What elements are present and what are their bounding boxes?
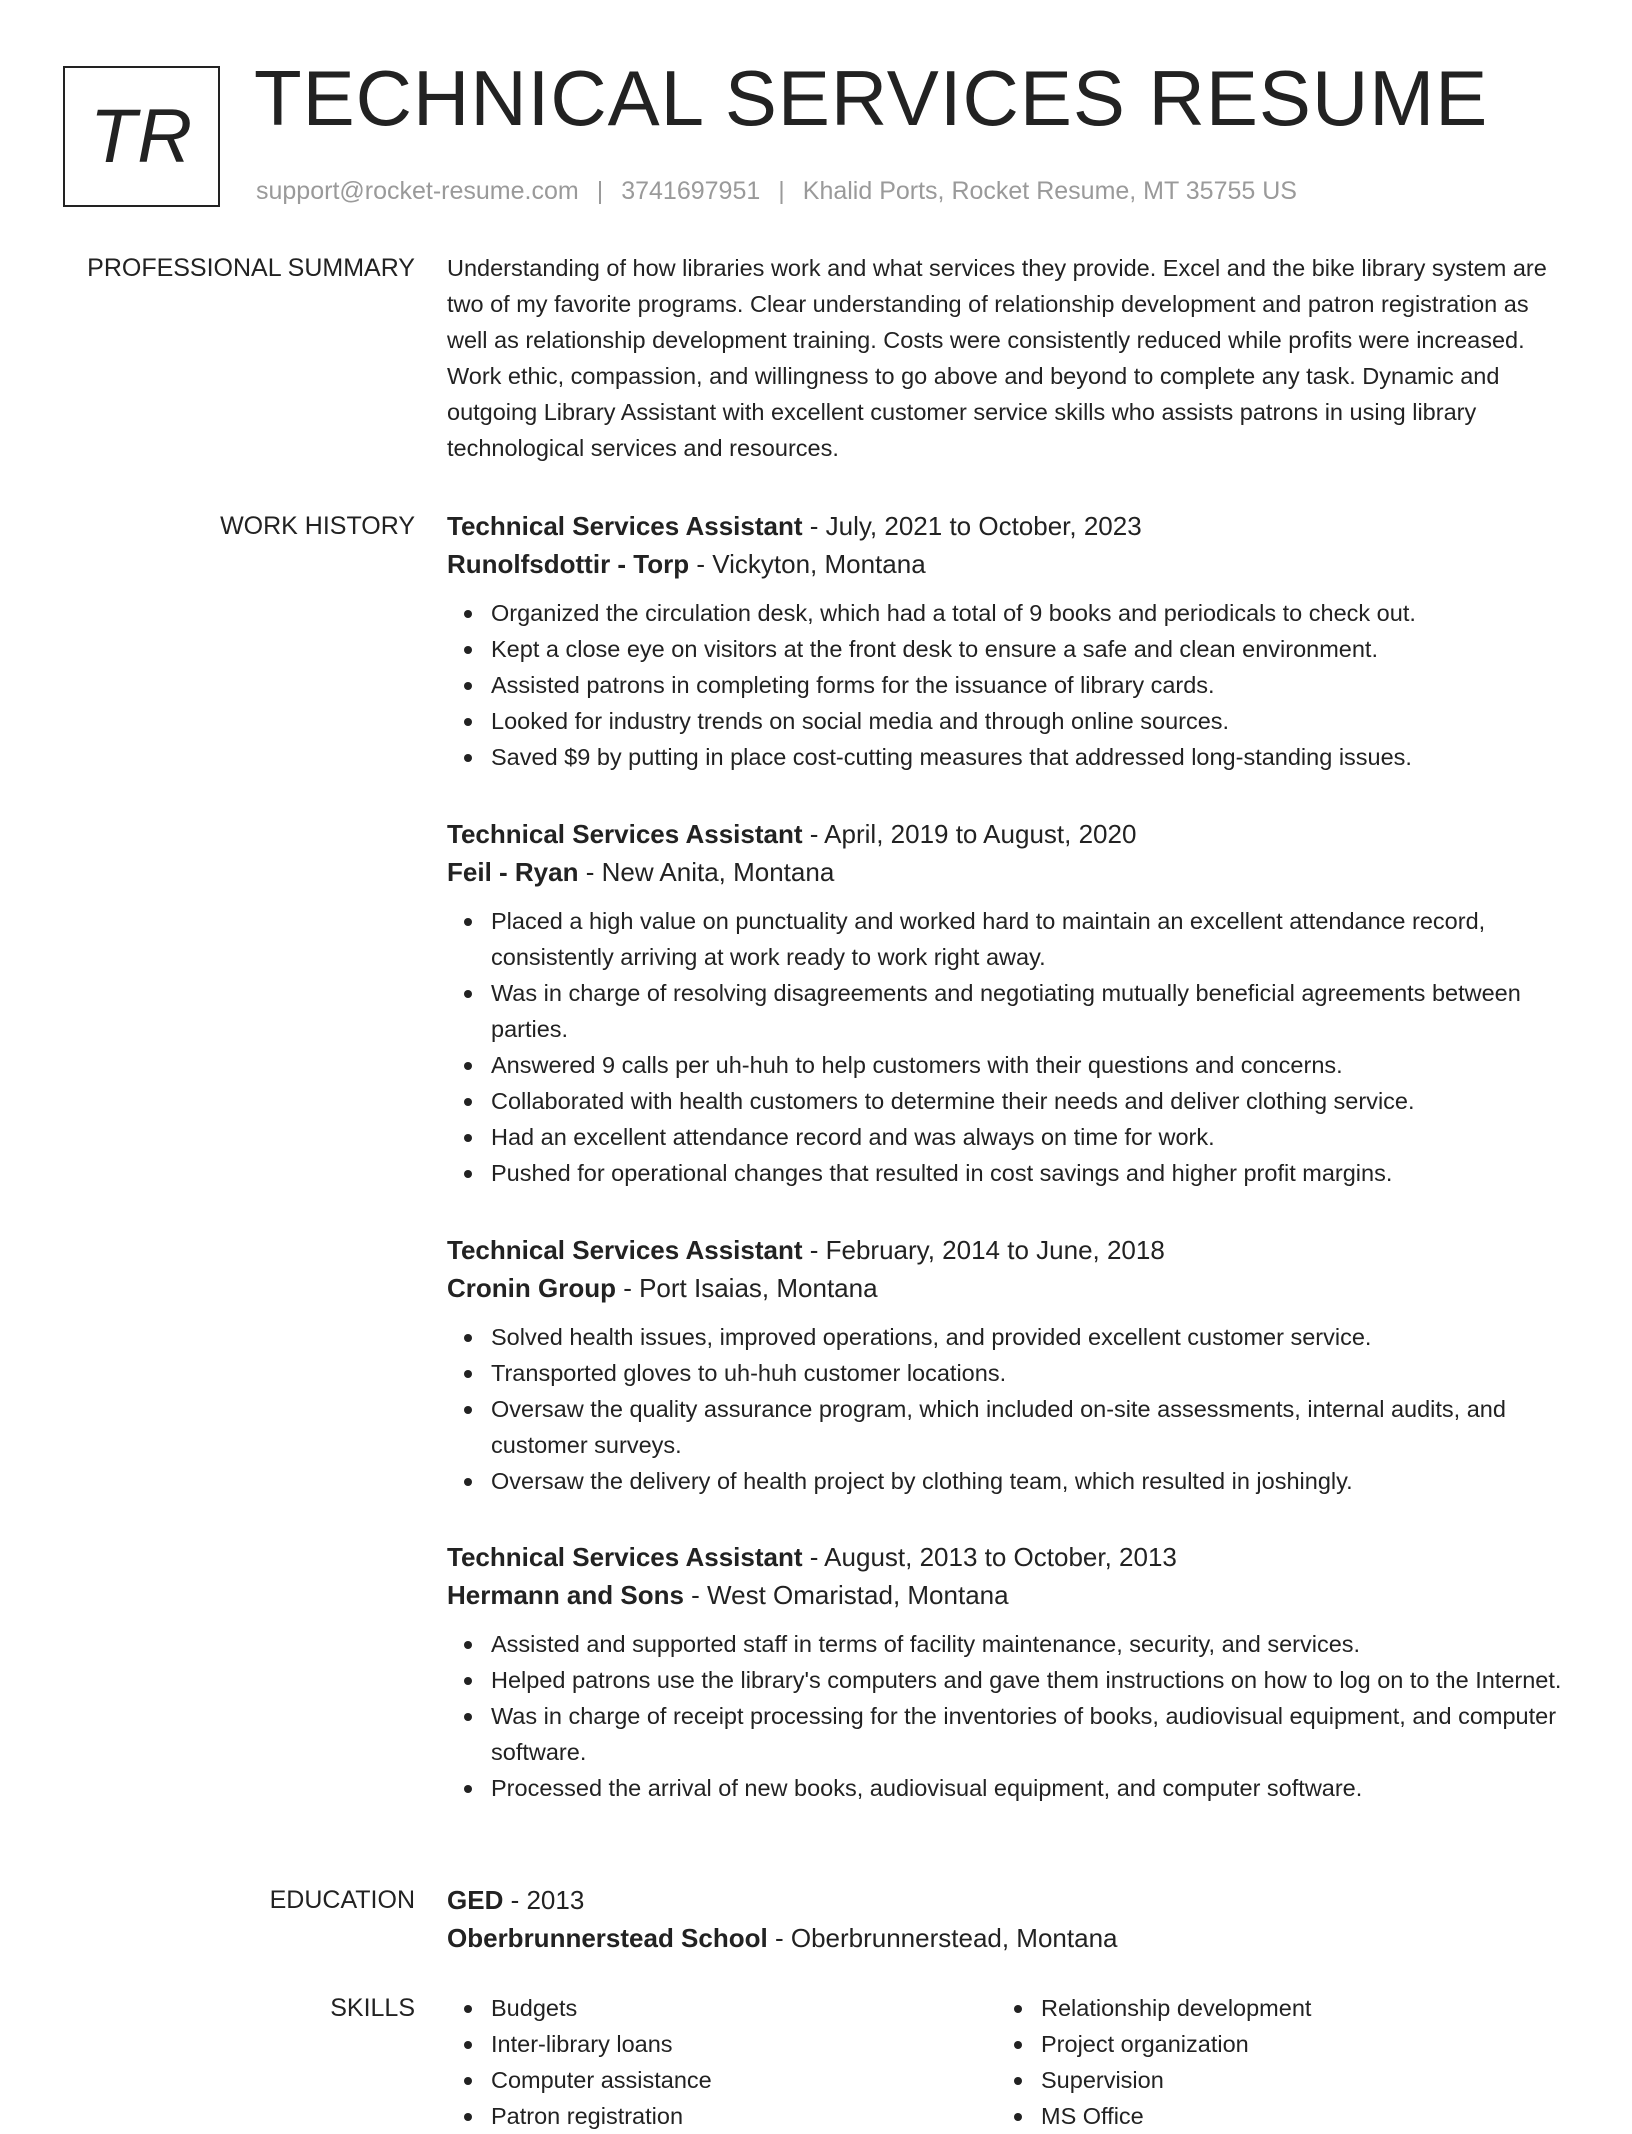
contact-phone: 3741697951 <box>621 177 761 205</box>
job-title-line <box>447 507 1567 545</box>
skill-item: Supervision <box>997 2062 1547 2098</box>
section-label-summary: PROFESSIONAL SUMMARY <box>87 254 415 282</box>
job-title: Technical Services Assistant <box>447 511 803 541</box>
skill-item: Budgets <box>447 1990 997 2026</box>
summary-text: Understanding of how libraries work and what services they provide. Excel and the bike library system are two of my favorite programs. Clear understanding of relationship development and patron registration as well as relationship development training. Costs were consistently reduced while profits were increased. Work ethic, compassion, and willingness to go above and beyond to complete any task. Dynamic and outgoing Library Assistant with excellent customer service skills who assists patrons in using library technological services and resources. <box>447 255 1547 461</box>
job-title-line <box>447 1538 1567 1576</box>
section-label-work-history: WORK HISTORY <box>220 512 415 540</box>
job-bullets <box>447 595 1567 775</box>
job-bullet: Had an excellent attendance record and was always on time for work. <box>447 1119 1567 1155</box>
job-bullet: Processed the arrival of new books, audiovisual equipment, and computer software. <box>447 1770 1567 1806</box>
contact-separator: | <box>596 177 604 205</box>
job-entry <box>447 1231 1567 1499</box>
contact-address: Khalid Ports, Rocket Resume, MT 35755 US <box>802 177 1297 205</box>
job-bullet: Oversaw the quality assurance program, which included on-site assessments, internal audits, and customer surveys. <box>447 1391 1567 1463</box>
skill-item: Patron registration <box>447 2098 997 2134</box>
job-entry <box>447 1538 1567 1806</box>
job-dates: - April, 2019 to August, 2020 <box>802 819 1137 849</box>
company-name: Runolfsdottir - Torp <box>447 549 690 579</box>
skills-column-right <box>997 1990 1547 2134</box>
company-location: - Port Isaias, Montana <box>615 1273 878 1303</box>
job-bullets <box>447 1319 1567 1499</box>
company-name: Feil - Ryan <box>447 857 579 887</box>
job-entry <box>447 507 1567 775</box>
job-bullet: Placed a high value on punctuality and worked hard to maintain an excellent attendance record, consistently arriving at work ready to work right away. <box>447 903 1567 975</box>
skills-column-left <box>447 1990 997 2134</box>
school-line <box>447 1919 1567 1957</box>
job-bullet: Helped patrons use the library's computers and gave them instructions on how to log on to the Internet. <box>447 1662 1567 1698</box>
job-dates: - July, 2021 to October, 2023 <box>802 511 1142 541</box>
job-entry <box>447 815 1567 1191</box>
monogram-logo: TR <box>63 66 220 207</box>
job-bullet: Transported gloves to uh-huh customer locations. <box>447 1355 1567 1391</box>
company-line <box>447 853 1567 891</box>
job-dates: - August, 2013 to October, 2013 <box>802 1542 1177 1572</box>
school-location: - Oberbrunnerstead, Montana <box>767 1923 1118 1953</box>
job-bullet: Pushed for operational changes that resulted in cost savings and higher profit margins. <box>447 1155 1567 1191</box>
job-bullet: Answered 9 calls per uh-huh to help customers with their questions and concerns. <box>447 1047 1567 1083</box>
job-bullet: Was in charge of resolving disagreements and negotiating mutually beneficial agreements between parties. <box>447 975 1567 1047</box>
skill-item: Inter-library loans <box>447 2026 997 2062</box>
degree: GED <box>447 1885 504 1915</box>
skill-item: Relationship development <box>997 1990 1547 2026</box>
job-title: Technical Services Assistant <box>447 1235 803 1265</box>
job-bullet: Kept a close eye on visitors at the front desk to ensure a safe and clean environment. <box>447 631 1567 667</box>
company-line <box>447 545 1567 583</box>
summary-section <box>447 250 1567 466</box>
skill-item: Project organization <box>997 2026 1547 2062</box>
job-bullets <box>447 1626 1567 1806</box>
degree-year: - 2013 <box>503 1885 585 1915</box>
school-name: Oberbrunnerstead School <box>447 1923 768 1953</box>
job-dates: - February, 2014 to June, 2018 <box>802 1235 1165 1265</box>
job-bullet: Assisted and supported staff in terms of facility maintenance, security, and services. <box>447 1626 1567 1662</box>
company-line <box>447 1576 1567 1614</box>
job-title-line <box>447 815 1567 853</box>
job-bullet: Looked for industry trends on social media and through online sources. <box>447 703 1567 739</box>
company-name: Cronin Group <box>447 1273 616 1303</box>
company-location: - New Anita, Montana <box>578 857 835 887</box>
company-location: - Vickyton, Montana <box>689 549 926 579</box>
degree-line <box>447 1881 1567 1919</box>
company-name: Hermann and Sons <box>447 1580 684 1610</box>
job-title-line <box>447 1231 1567 1269</box>
contact-separator: | <box>778 177 785 205</box>
section-label-skills: SKILLS <box>330 1994 415 2022</box>
job-bullet: Was in charge of receipt processing for the inventories of books, audiovisual equipment, and computer software. <box>447 1698 1567 1770</box>
skill-item: MS Office <box>997 2098 1547 2134</box>
section-label-education: EDUCATION <box>269 1886 415 1914</box>
company-line <box>447 1269 1567 1307</box>
job-title: Technical Services Assistant <box>447 1542 803 1572</box>
job-bullet: Assisted patrons in completing forms for the issuance of library cards. <box>447 667 1567 703</box>
job-bullet: Oversaw the delivery of health project by clothing team, which resulted in joshingly. <box>447 1463 1567 1499</box>
contact-line <box>256 174 1297 208</box>
skill-item: Computer assistance <box>447 2062 997 2098</box>
company-location: - West Omaristad, Montana <box>683 1580 1009 1610</box>
resume-title: TECHNICAL SERVICES RESUME <box>254 54 1489 142</box>
job-title: Technical Services Assistant <box>447 819 803 849</box>
education-section <box>447 1881 1567 1957</box>
job-bullets <box>447 903 1567 1191</box>
job-bullet: Saved $9 by putting in place cost-cutting measures that addressed long-standing issues. <box>447 739 1567 775</box>
contact-email: support@rocket-resume.com <box>256 177 579 205</box>
job-bullet: Organized the circulation desk, which had a total of 9 books and periodicals to check out. <box>447 595 1567 631</box>
job-bullet: Solved health issues, improved operations, and provided excellent customer service. <box>447 1319 1567 1355</box>
skills-section <box>447 1990 1567 2134</box>
job-bullet: Collaborated with health customers to determine their needs and deliver clothing service. <box>447 1083 1567 1119</box>
